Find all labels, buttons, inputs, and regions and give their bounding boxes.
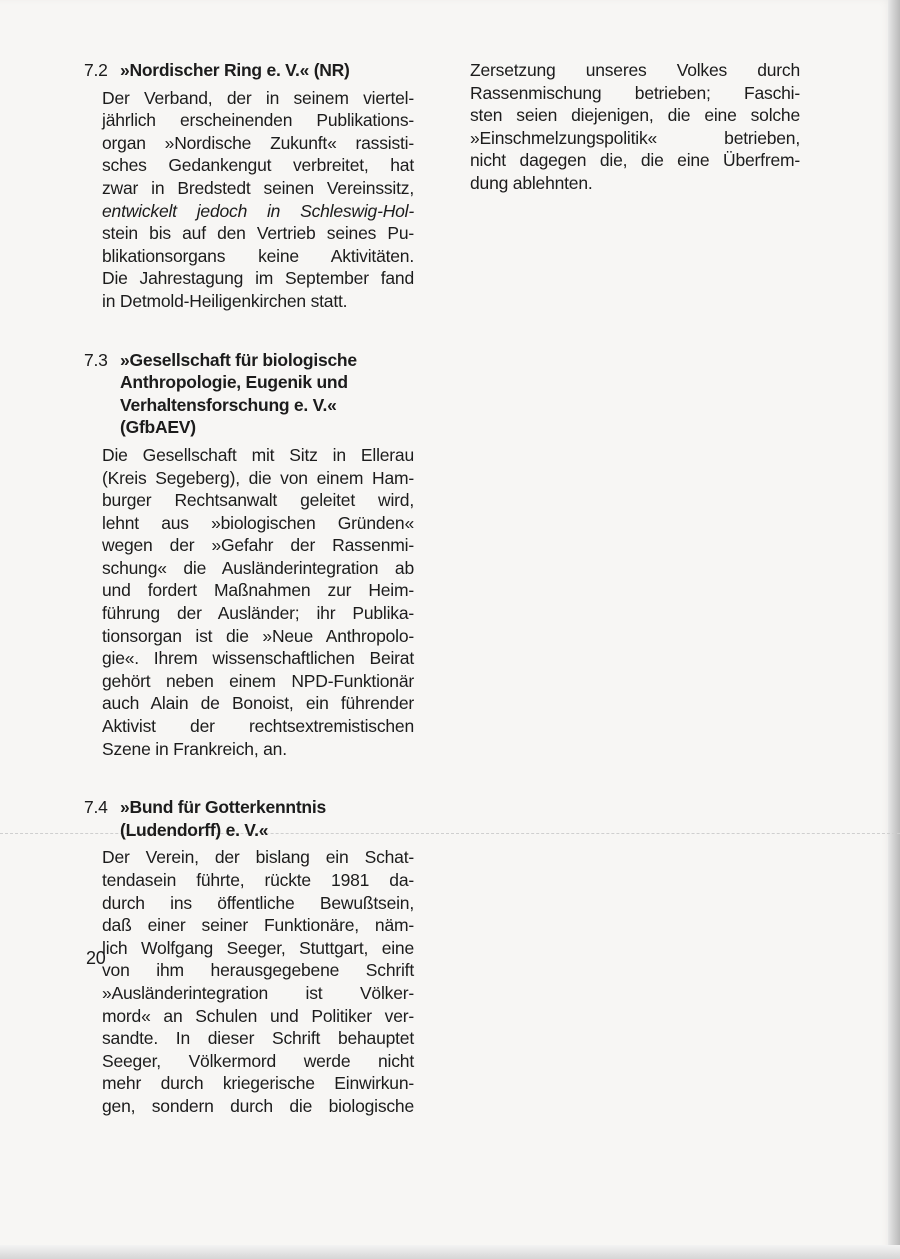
section-7-4 xyxy=(84,796,414,1117)
text-line: sches Gedankengut verbreitet, hat xyxy=(102,155,414,176)
text-line: gehört neben einem NPD-Funktionär xyxy=(102,670,414,691)
section-heading xyxy=(84,796,414,841)
right-column xyxy=(470,59,800,195)
section-title xyxy=(120,349,414,439)
section-7-2 xyxy=(84,59,414,313)
section-title-line: »Bund für Gotterkenntnis xyxy=(120,797,326,818)
section-7-3 xyxy=(84,349,414,761)
section-body xyxy=(102,444,414,760)
section-number: 7.4 xyxy=(84,797,108,818)
text-line: mehr durch kriegerische Einwirkun- xyxy=(102,1073,414,1094)
text-line: Rassenmischung betrieben; Faschi- xyxy=(470,82,800,103)
page-number: 20 xyxy=(86,948,106,968)
text-line: gen, sondern durch die biologische xyxy=(102,1095,414,1116)
section-heading xyxy=(84,349,414,439)
continued-paragraph xyxy=(470,59,800,195)
section-title-line: »Nordischer Ring e. V.« (NR) xyxy=(120,60,350,80)
text-line: von ihm herausgegebene Schrift xyxy=(102,960,414,981)
text-line: lich Wolfgang Seeger, Stuttgart, eine xyxy=(102,937,414,958)
section-title-line: (GfbAEV) xyxy=(120,417,196,438)
text-line: blikationsorgans keine Aktivitäten. xyxy=(102,245,414,266)
text-line: »Ausländerintegration ist Völker- xyxy=(102,982,414,1003)
text-line: jährlich erscheinenden Publikations- xyxy=(102,110,414,131)
section-number: 7.3 xyxy=(84,349,108,370)
left-column xyxy=(84,59,414,1118)
section-body xyxy=(102,87,414,313)
text-line: mord« an Schulen und Politiker ver- xyxy=(102,1005,414,1026)
text-line: entwickelt jedoch in Schleswig-Hol- xyxy=(102,200,414,221)
section-title-line: (Ludendorff) e. V.« xyxy=(120,819,269,840)
text-line: Die Jahrestagung im September fand xyxy=(102,268,414,289)
section-title xyxy=(120,59,414,82)
text-line: dung ablehnten. xyxy=(470,172,593,193)
text-line: Aktivist der rechtsextremistischen xyxy=(102,716,414,737)
text-line: tendasein führte, rückte 1981 da- xyxy=(102,870,414,890)
text-line: Szene in Frankreich, an. xyxy=(102,738,287,759)
text-line: daß einer seiner Funktionäre, näm- xyxy=(102,915,414,936)
text-line: organ »Nordische Zukunft« rassisti- xyxy=(102,132,414,153)
text-line: sten seien diejenigen, die eine solche xyxy=(470,105,800,126)
section-title xyxy=(120,796,414,841)
text-line: schung« die Ausländerintegration ab xyxy=(102,557,414,578)
text-line: lehnt aus »biologischen Gründen« xyxy=(102,512,414,533)
text-line: und fordert Maßnahmen zur Heim- xyxy=(102,580,414,601)
text-line: Der Verband, der in seinem viertel- xyxy=(102,87,414,108)
text-line: tionsorgan ist die »Neue Anthropolo- xyxy=(102,625,414,646)
section-title-line: Anthropologie, Eugenik und xyxy=(120,372,348,393)
text-line: sandte. In dieser Schrift behauptet xyxy=(102,1028,414,1049)
text-line: durch ins öffentliche Bewußtsein, xyxy=(102,892,414,913)
text-line: »Einschmelzungspolitik« betrieben, xyxy=(470,127,800,148)
text-line: wegen der »Gefahr der Rassenmi- xyxy=(102,535,414,556)
text-line: Seeger, Völkermord werde nicht xyxy=(102,1050,414,1071)
text-line: (Kreis Segeberg), die von einem Ham- xyxy=(102,467,414,488)
text-line: Der Verein, der bislang ein Schat- xyxy=(102,847,414,868)
section-number: 7.2 xyxy=(84,60,108,80)
text-line: gie«. Ihrem wissenschaftlichen Beirat xyxy=(102,648,414,669)
text-line: nicht dagegen die, die eine Überfrem- xyxy=(470,150,800,171)
text-line: führung der Ausländer; ihr Publika- xyxy=(102,603,414,624)
text-line: Die Gesellschaft mit Sitz in Ellerau xyxy=(102,444,414,465)
text-line: burger Rechtsanwalt geleitet wird, xyxy=(102,490,414,511)
text-line: stein bis auf den Vertrieb seines Pu- xyxy=(102,223,414,244)
text-line: zwar in Bredstedt seinen Vereinssitz, xyxy=(102,177,414,198)
section-heading xyxy=(84,59,414,82)
page-edge-shadow xyxy=(888,0,900,1259)
section-title-line: »Gesellschaft für biologische xyxy=(120,349,357,370)
section-body xyxy=(102,846,414,1117)
page-bottom-shadow xyxy=(0,1245,900,1259)
text-line: auch Alain de Bonoist, ein führender xyxy=(102,693,414,714)
section-title-line: Verhaltensforschung e. V.« xyxy=(120,394,337,415)
text-line: Zersetzung unseres Volkes durch xyxy=(470,60,800,80)
text-line: in Detmold-Heiligenkirchen statt. xyxy=(102,290,348,311)
